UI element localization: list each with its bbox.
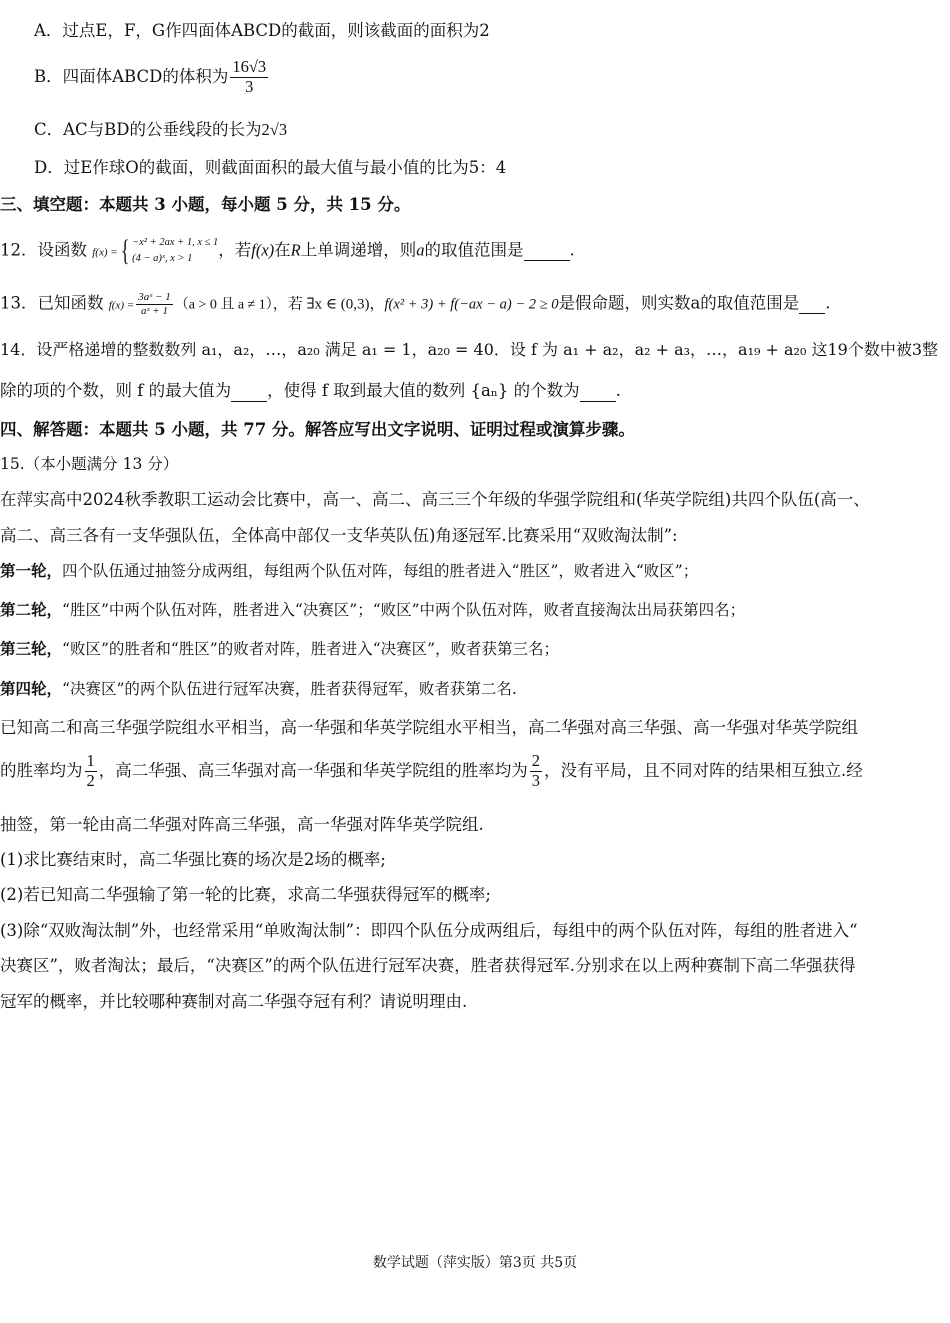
q15-round-4-text: “决赛区”的两个队伍进行冠军决赛，胜者获得冠军，败者获第二名.: [62, 680, 517, 698]
option-b-denominator: 3: [245, 76, 254, 96]
q13-numerator: 3aˣ − 1: [138, 291, 171, 303]
q14-answer-blank-1[interactable]: [231, 381, 267, 402]
q15-round-1-label: 第一轮，: [0, 561, 63, 580]
section-4-title: 四、解答题：本题共 5 小题，共 77 分。解答应写出文字说明、证明过程或演算步骤。: [0, 420, 635, 439]
q15-sub-1: (1)求比赛结束时，高二华强比赛的场次是2场的概率;: [0, 850, 386, 869]
q15-round-4-label: 第四轮，: [0, 679, 63, 698]
q15-fraction-two-thirds-den: 3: [531, 770, 540, 790]
q12-R: R: [290, 240, 301, 260]
q15-p4-a: 的胜率均为: [0, 760, 83, 780]
q13-fx: f(x) =: [108, 299, 135, 312]
option-d: D．过E作球O的截面，则截面面积的最大值与最小值的比为5：4: [34, 158, 507, 177]
q12-mid: ，若: [218, 240, 252, 260]
q15-paragraph-4: [0, 752, 863, 791]
q15-round-3-label: 第三轮，: [0, 639, 63, 658]
q12-case1: −x² + 2ax + 1, x ≤ 1: [132, 237, 219, 248]
question-14-line-1: 14．设严格递增的整数数列 a₁，a₂，…，a₂₀ 满足 a₁ = 1，a₂₀ = 40．设 f 为 a₁ + a₂，a₂ + a₃，…，a₁₉ + a₂₀ 这19个数中被3整: [0, 340, 938, 359]
option-b-fraction: [230, 58, 268, 97]
q13-fraction: [136, 291, 173, 317]
question-14-line-2: [0, 381, 621, 402]
q15-p4-c: ，没有平局，且不同对阵的结果相互独立.经: [544, 760, 863, 780]
option-c-prefix: C．AC与BD的公垂线段的长为: [34, 120, 262, 139]
q12-answer-blank[interactable]: [524, 240, 570, 261]
option-a: A．过点E，F，G作四面体ABCD的截面，则该截面的面积为2: [34, 21, 490, 40]
q12-a: a: [416, 240, 425, 260]
q13-end: .: [825, 293, 831, 313]
option-b-prefix: B．四面体ABCD的体积为: [34, 66, 229, 86]
q14-line2-end: .: [615, 381, 621, 400]
q14-line2-a: 除的项的个数，则 f 的最大值为: [0, 381, 232, 400]
q14-answer-blank-2[interactable]: [580, 381, 616, 402]
q15-fraction-two-thirds-num: 2: [531, 751, 540, 770]
q15-fraction-half-den: 2: [86, 770, 95, 790]
option-c: [34, 120, 287, 140]
page-footer: 数学试题（萍实版）第3页 共5页: [372, 1255, 578, 1271]
option-c-value: 2√3: [261, 120, 288, 139]
option-b: [34, 58, 270, 97]
question-12: [0, 235, 575, 267]
q15-fraction-half: [85, 752, 97, 791]
q15-sub-3-line-3: 冠军的概率，并比较哪种赛制对高二华强夺冠有利？请说明理由.: [0, 992, 468, 1011]
q12-suffix: 的取值范围是: [424, 240, 524, 260]
q15-header: 15.（本小题满分 13 分）: [0, 455, 179, 473]
q12-brace: {: [120, 233, 130, 267]
q15-round-4: [0, 680, 517, 699]
q13-prefix: 13．已知函数: [0, 293, 104, 313]
q13-condition: （a > 0 且 a ≠ 1）: [174, 297, 273, 313]
q15-round-2-text: “胜区”中两个队伍对阵，胜者进入“决赛区”；“败区”中两个队伍对阵，败者直接淘汰出局获第四名；: [62, 601, 746, 619]
q15-paragraph-3: 已知高二和高三华强学院组水平相当，高一华强和华英学院组水平相当，高二华强对高三华强、高一华强对华英学院组: [0, 718, 858, 737]
q12-cases: [132, 235, 218, 267]
q15-round-3-text: “败区”的胜者和“胜区”的败者对阵，胜者进入“决赛区”，败者获第三名；: [62, 640, 560, 658]
q15-fraction-two-thirds: [530, 752, 542, 791]
q13-denominator: aˣ + 1: [140, 304, 168, 317]
q15-round-1: [0, 562, 698, 581]
q13-answer-blank[interactable]: [799, 294, 825, 315]
q15-round-2-label: 第二轮，: [0, 600, 63, 619]
q14-line2-b: ，使得 f 取到最大值的数列 {aₙ} 的个数为: [267, 381, 580, 400]
section-3-title: 三、填空题：本题共 3 小题，每小题 5 分，共 15 分。: [0, 195, 411, 214]
q12-fx: f(x) =: [92, 246, 118, 259]
q15-paragraph-2: 高二、高三各有一支华强队伍，全体高中部仅一支华英队伍)角逐冠军.比赛采用“双败淘汰制”:: [0, 526, 678, 545]
q15-round-1-text: 四个队伍通过抽签分成两组，每组两个队伍对阵，每组的胜者进入“胜区”，败者进入“败区”；: [62, 562, 699, 580]
q12-prefix: 12．设函数: [0, 240, 87, 260]
q12-fx2: f(x): [251, 240, 275, 260]
q13-mid: ，若 ∃x ∈ (0,3)，: [272, 296, 385, 313]
q12-end: .: [569, 240, 575, 260]
q12-case2: (4 − a)ˣ, x > 1: [132, 252, 193, 264]
q13-suffix: 是假命题，则实数a的取值范围是: [558, 293, 800, 313]
q15-sub-2: (2)若已知高二华强输了第一轮的比赛，求高二华强获得冠军的概率;: [0, 885, 491, 904]
q15-round-2: [0, 601, 745, 620]
q15-paragraph-1: 在萍实高中2024秋季教职工运动会比赛中，高一、高二、高三三个年级的华强学院组和(华英学院组)共四个队伍(高一、: [0, 490, 870, 509]
q12-mid2: 在: [274, 240, 291, 260]
q13-expr: f(x² + 3) + f(−ax − a) − 2 ≥ 0: [384, 296, 559, 313]
q15-round-3: [0, 640, 559, 659]
q15-paragraph-5: 抽签，第一轮由高二华强对阵高三华强，高一华强对阵华英学院组.: [0, 815, 484, 834]
q15-sub-3-line-2: 决赛区”，败者淘汰；最后，“决赛区”的两个队伍进行冠军决赛，胜者获得冠军.分别求在以上两种赛制下高二华强获得: [0, 956, 856, 975]
q12-mid3: 上单调递增，则: [300, 240, 417, 260]
question-13: [0, 291, 831, 317]
q15-fraction-half-num: 1: [86, 751, 95, 770]
option-b-numerator: 16√3: [232, 57, 267, 76]
q15-sub-3-line-1: (3)除“双败淘汰制”外，也经常采用“单败淘汰制”：即四个队伍分成两组后，每组中的两个队伍对阵，每组的胜者进入“: [0, 921, 858, 940]
q15-p4-b: ，高二华强、高三华强对高一华强和华英学院组的胜率均为: [98, 760, 528, 780]
